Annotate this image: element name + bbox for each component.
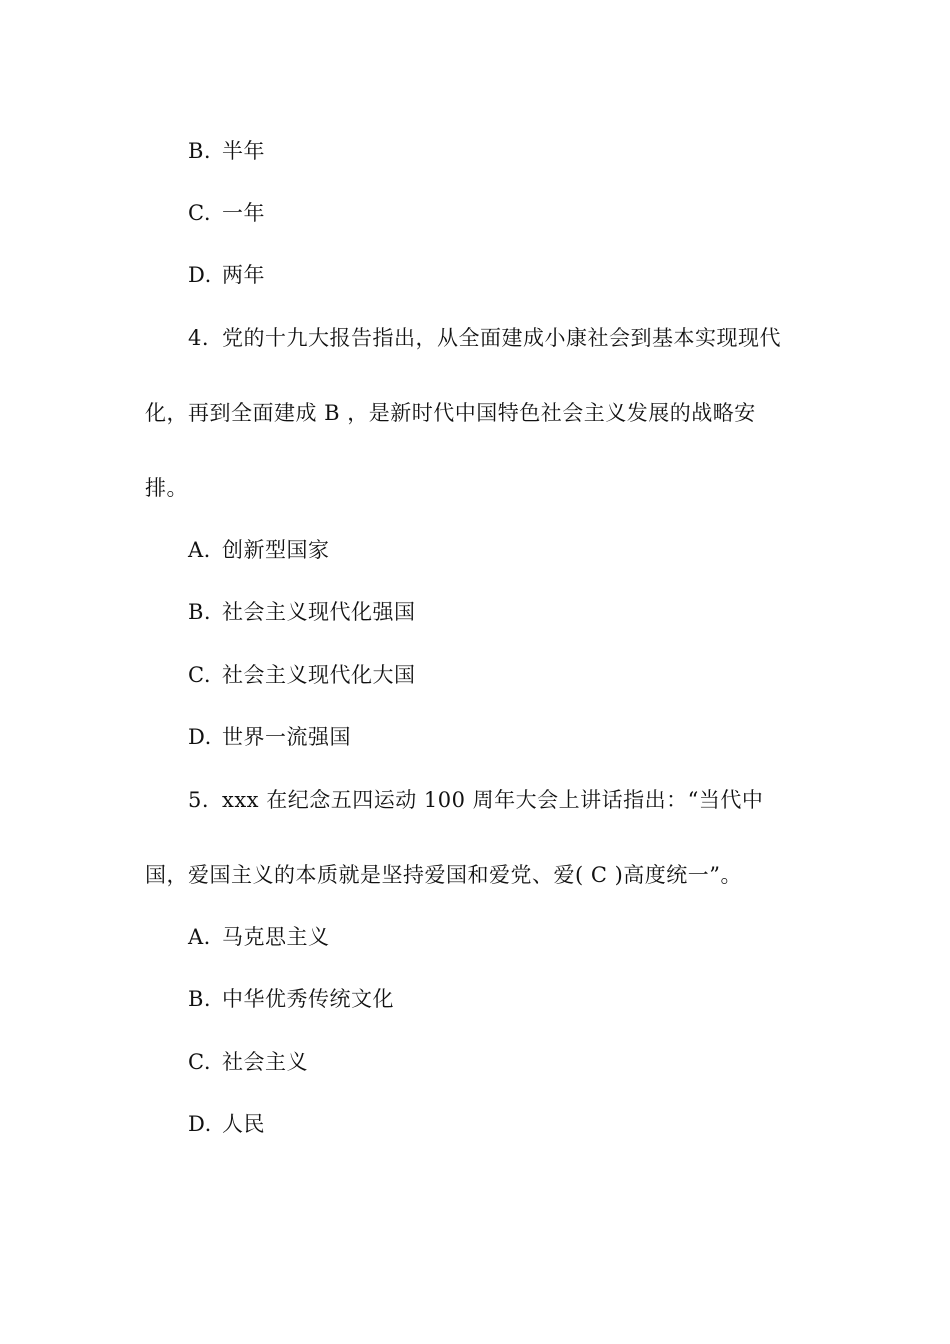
question-text: xxx 在纪念五四运动 100 周年大会上讲话指出：“当代中: [222, 788, 764, 812]
q5-question-line-1: [188, 786, 763, 814]
q3-option-d: [188, 261, 265, 289]
option-letter: A.: [188, 538, 211, 562]
option-letter: C.: [188, 201, 211, 225]
question-number: 4.: [188, 326, 210, 350]
option-letter: C.: [188, 663, 211, 687]
q5-question-line-2: [145, 861, 742, 889]
q4-option-a: [188, 536, 330, 564]
q3-option-c: [188, 199, 265, 227]
option-letter: D.: [188, 725, 212, 749]
q3-option-b: [188, 137, 265, 165]
question-text: 排。: [145, 476, 188, 500]
option-text: 半年: [222, 139, 265, 163]
option-letter: D.: [188, 1112, 212, 1136]
option-text: 创新型国家: [222, 538, 330, 562]
q5-option-b: [188, 985, 394, 1013]
option-text: 中华优秀传统文化: [222, 987, 394, 1011]
question-number: 5.: [188, 788, 210, 812]
q5-option-a: [188, 923, 330, 951]
option-text: 社会主义现代化强国: [222, 600, 416, 624]
option-letter: C.: [188, 1050, 211, 1074]
q4-question-line-3: [145, 474, 188, 502]
q5-option-d: [188, 1110, 265, 1138]
question-text: 国，爱国主义的本质就是坚持爱国和爱党、爱( C )高度统一”。: [145, 863, 743, 887]
option-letter: B.: [188, 600, 212, 624]
option-text: 社会主义: [222, 1050, 308, 1074]
option-text: 一年: [222, 201, 265, 225]
q4-option-b: [188, 598, 416, 626]
option-letter: B.: [188, 987, 212, 1011]
q4-option-d: [188, 723, 351, 751]
q4-option-c: [188, 661, 416, 689]
option-letter: B.: [188, 139, 212, 163]
option-text: 人民: [222, 1112, 265, 1136]
option-text: 社会主义现代化大国: [222, 663, 416, 687]
option-letter: A.: [188, 925, 211, 949]
q4-question-line-1: [188, 324, 781, 352]
option-text: 世界一流强国: [222, 725, 351, 749]
question-text: 党的十九大报告指出，从全面建成小康社会到基本实现现代: [222, 326, 781, 350]
option-letter: D.: [188, 263, 212, 287]
option-text: 两年: [222, 263, 265, 287]
q5-option-c: [188, 1048, 308, 1076]
option-text: 马克思主义: [222, 925, 330, 949]
question-text: 化，再到全面建成 B ，是新时代中国特色社会主义发展的战略安: [145, 401, 756, 425]
q4-question-line-2: [145, 399, 756, 427]
